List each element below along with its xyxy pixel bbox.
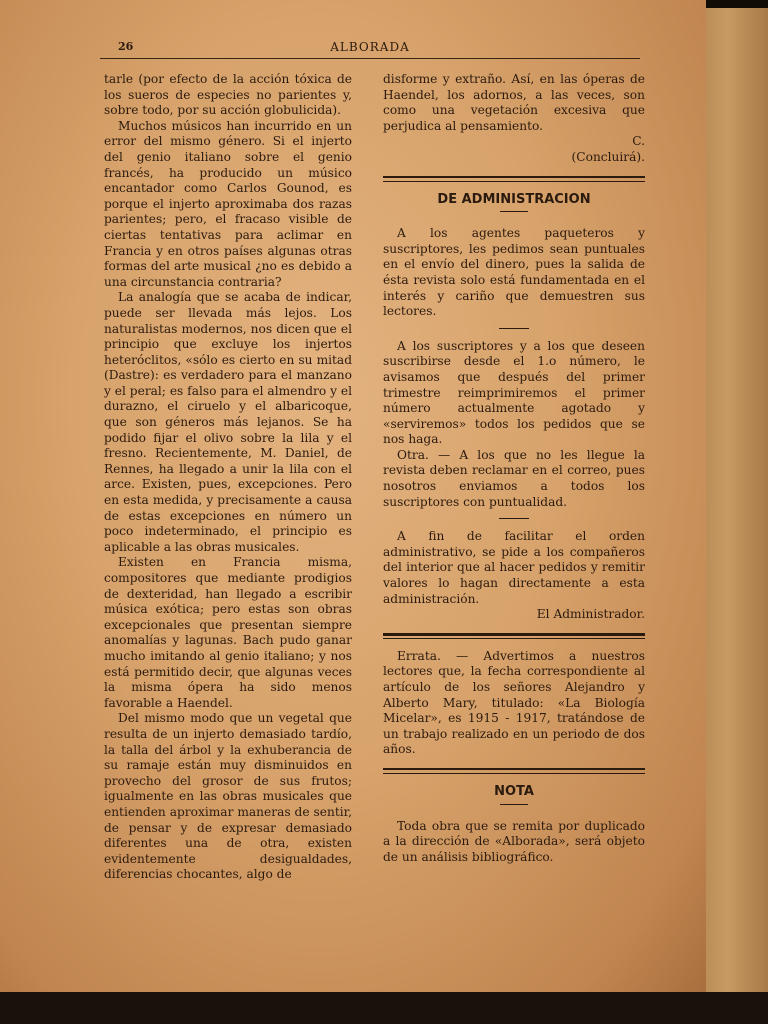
paragraph-separator [499,518,529,519]
title-ornament [500,804,528,805]
admin-paragraph: A fin de facilitar el orden administrativo, se pide a los compañeros del interior que al hacer pedidos y remitir valores lo hagan directamente a esta administración. [383,529,645,606]
paragraph: Existen en Francia misma, compositores que mediante prodigios de dexteridad, han llegado a escribir música exótica; pero estas son obras excepcionales que presentan siempre anomalías y lagunas. Bach pudo ganar mucho imitando al genio italiano; y nos está permitido decir, que algunas veces la misma ópera ha sido menos favorable a Haendel. [104,555,352,710]
journal-title: ALBORADA [330,40,410,54]
title-ornament [500,211,528,212]
admin-paragraph: A los agentes paqueteros y suscriptores, les pedimos sean puntuales en el envío del dinero, pues la salida de ésta revista solo está fundamentada en el interés y cariño que demuestren sus lectores. [383,226,645,319]
page-header [100,40,640,59]
next-page-edge [700,0,768,1010]
nota-paragraph: Toda obra que se remita por duplicado a la dirección de «Alborada», será objeto de un análisis bibliográfico. [383,818,645,864]
article-ending: disforme y extraño. Así, en las óperas de Haendel, los adornos, a las veces, son como una vegetación excesiva que perjudica al pensamiento. [383,72,645,133]
to-be-continued-note: (Concluirá). [571,149,645,164]
page-number: 26 [118,40,134,53]
admin-paragraph: Otra. — A los que no les llegue la revista deben reclamar en el correo, pues nosotros enviamos a todos los suscriptores con puntualidad. [383,447,645,509]
admin-section-title: DE ADMINISTRACION [437,191,591,207]
section-divider [383,768,645,774]
errata-paragraph: Errata. — Advertimos a nuestros lectores que, la fecha correspondiente al artículo de los señores Alejandro y Alberto Mary, titulado: «La Biología Micelar», es 1915 - 1917, tratándose de un trabajo realizado en un periodo de dos años. [383,648,645,757]
paragraph: Del mismo modo que un vegetal que resulta de un injerto demasiado tardío, la talla del árbol y la exhuberancia de su ramaje están muy disminuidos en provecho del grosor de sus frutos; igualmente en las obras musicales que entienden aproximar maneras de sentir, de pensar y de expresar demasiado diferentes una de otra, existen evidentemente desigualdades, diferencias chocantes, algo de [104,711,352,882]
table-surface [0,992,768,1024]
section-divider [383,633,645,639]
article-author: C. [632,134,645,149]
paragraph: tarle (por efecto de la acción tóxica de los sueros de especies no parientes y, sobre todo, por su acción globulicida). [104,72,352,118]
background-shadow [700,0,768,8]
right-column [383,72,645,865]
left-column [104,72,352,883]
admin-paragraph: A los suscriptores y a los que deseen suscribirse desde el 1.o número, le avisamos que después del primer trimestre reimprimiremos el primer número actualmente agotado y «serviremos» todos los pedidos que se nos haga. [383,338,645,447]
paragraph-separator [499,328,529,329]
paragraph: Muchos músicos han incurrido en un error del mismo género. Si el injerto del genio italiano sobre el genio francés, ha producido un músico encantador como Carlos Gounod, es porque el injerto aproximaba dos razas parientes; pero, el fracaso visible de ciertas tentativas para aclimar en Francia y en otros países algunas otras formas del arte musical ¿no es debido a una circunstancia contraria? [104,118,352,289]
paragraph: La analogía que se acaba de indicar, puede ser llevada más lejos. Los naturalistas modernos, nos dicen que el principio que excluye los injertos heteróclitos, «sólo es cierto en su mitad (Dastre): es verdadero para el manzano y el peral; es falso para el almendro y el durazno, el ciruelo y el albaricoque, que son géneros más lejanos. Se ha podido fijar el olivo sobre la lila y el fresno. Recientemente, M. Daniel, de Rennes, ha llegado a unir la lila con el arce. Existen, pues, excepciones. Pero en esta medida, y precisamente a causa de estas excepciones en número un poco indeterminado, el principio es aplicable a las obras musicales. [104,290,352,554]
section-divider [383,176,645,182]
admin-signature: El Administrador. [536,607,645,622]
nota-title: NOTA [494,783,534,799]
